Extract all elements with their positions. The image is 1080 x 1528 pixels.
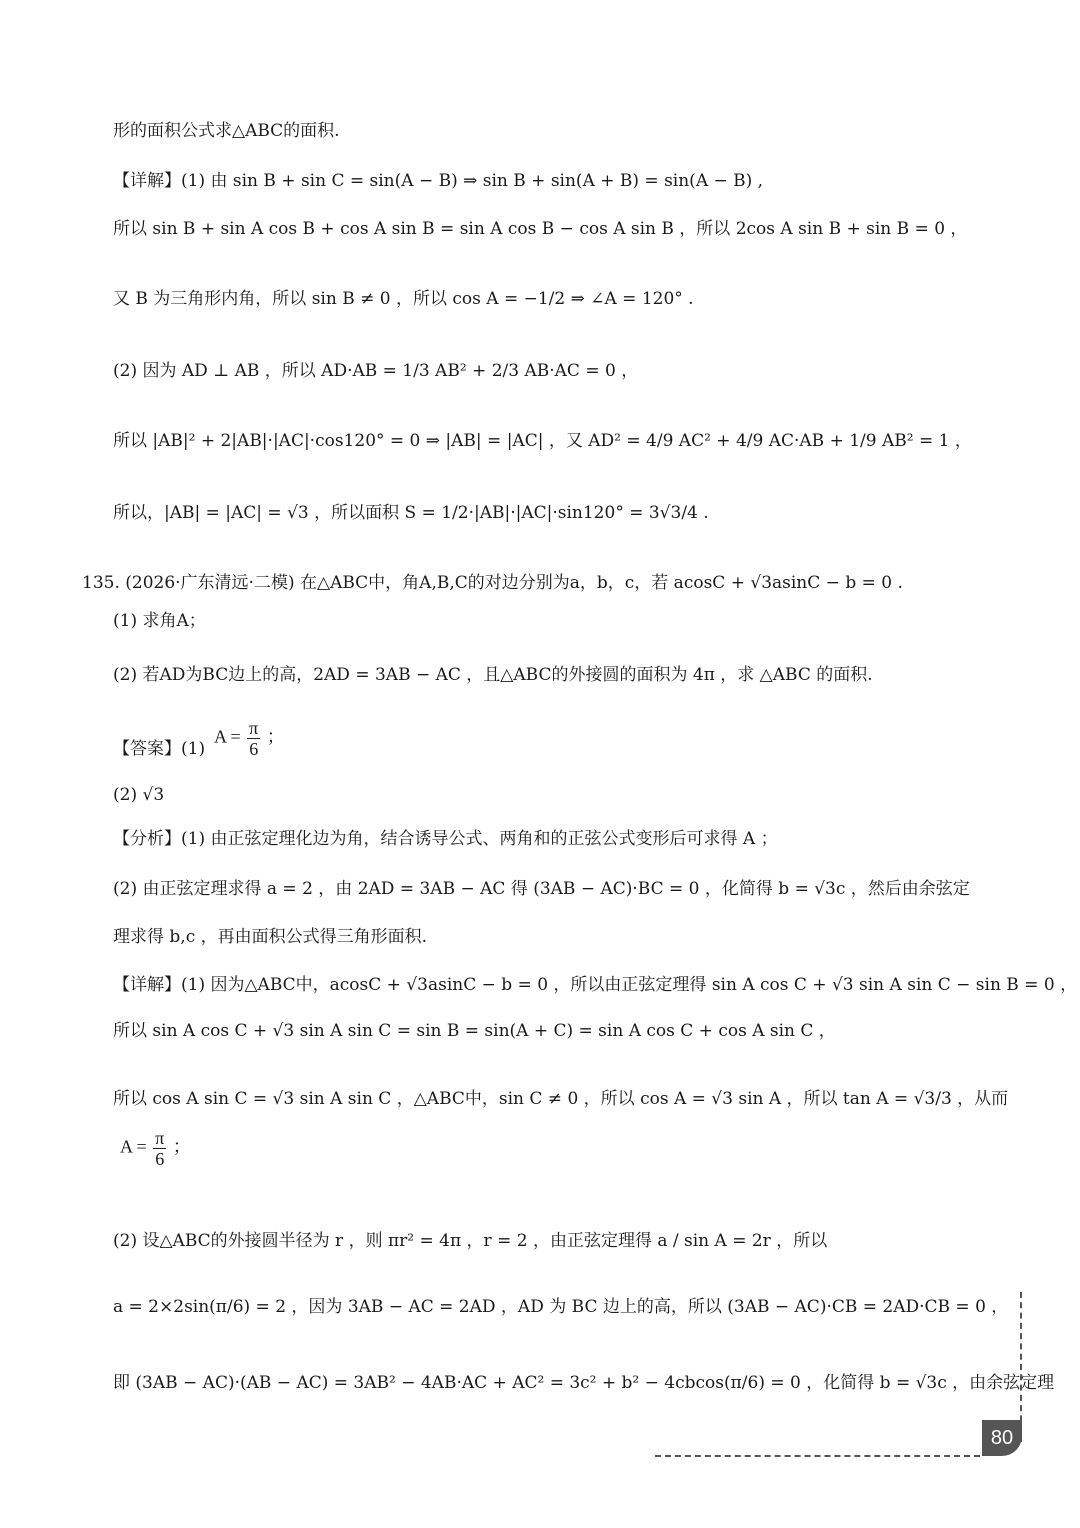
page-border-horizontal	[655, 1455, 980, 1457]
detail-7: 即 (3AB − AC)·(AB − AC) = 3AB² − 4AB·AC + AC² = 3c² + b² − 4cbcos(π/6) = 0 ，化简得 b = √3c ，由余弦定理	[113, 1373, 1055, 1393]
text-line: 所以 |AB|² + 2|AB|·|AC|·cos120° = 0 ⇒ |AB| = |AC| ，又 AD² = 4/9 AC² + 4/9 AC·AB + 1/9 AB² = 1 ，	[113, 431, 972, 451]
text-line: 又 B 为三角形内角，所以 sin B ≠ 0 ，所以 cos A = −1/2 ⇒ ∠A = 120° .	[113, 289, 694, 309]
detail-4: A = $\frac{\pi}{6}$ ；	[120, 1128, 191, 1169]
text-line: 所以，|AB| = |AC| = √3 ，所以面积 S = 1/2·|AB|·|AC|·sin120° = 3√3/4 .	[113, 503, 709, 523]
answer-1: A = $\frac{\pi}{6}$ ；	[214, 718, 285, 759]
detail-1: 【详解】(1) 因为△ABC中，acosC + √3asinC − b = 0 ，所以由正弦定理得 sin A cos C + √3 sin A sin C − sin B = 0 ，	[113, 975, 1078, 995]
answer-label: 【答案】(1)	[113, 739, 206, 759]
analysis-1: 【分析】(1) 由正弦定理化边为角，结合诱导公式、两角和的正弦公式变形后可求得 A ；	[113, 829, 778, 849]
page-number: 80	[982, 1420, 1022, 1456]
analysis-3: 理求得 b,c ，再由面积公式得三角形面积.	[113, 927, 428, 947]
detail-6: a = 2×2sin(π/6) = 2 ，因为 3AB − AC = 2AD ，AD 为 BC 边上的高，所以 (3AB − AC)·CB = 2AD·CB = 0 ，	[113, 1297, 1009, 1317]
question-135: 135. (2026·广东清远·二模) 在△ABC中，角A,B,C的对边分别为a，b，c，若 acosC + √3asinC − b = 0 .	[82, 573, 903, 593]
text-line: 形的面积公式求△ABC的面积.	[113, 121, 340, 141]
answer-2: (2) √3	[113, 785, 165, 805]
text-line: 所以 sin B + sin A cos B + cos A sin B = sin A cos B − cos A sin B ，所以 2cos A sin B + sin B = 0 ，	[113, 219, 968, 239]
detail-2: 所以 sin A cos C + √3 sin A sin C = sin B = sin(A + C) = sin A cos C + cos A sin C ，	[113, 1021, 836, 1041]
analysis-2: (2) 由正弦定理求得 a = 2 ，由 2AD = 3AB − AC 得 (3AB − AC)·BC = 0 ，化简得 b = √3c ，然后由余弦定	[113, 879, 970, 899]
question-part-2: (2) 若AD为BC边上的高，2AD = 3AB − AC ，且△ABC的外接圆的面积为 4π ，求 △ABC 的面积.	[113, 665, 873, 685]
detail-3: 所以 cos A sin C = √3 sin A sin C ，△ABC中，sin C ≠ 0 ，所以 cos A = √3 sin A ，所以 tan A = √3/3 ，从而	[113, 1089, 1009, 1109]
question-part-1: (1) 求角A；	[113, 611, 206, 631]
text-line: 【详解】(1) 由 sin B + sin C = sin(A − B) ⇒ sin B + sin(A + B) = sin(A − B) ,	[113, 171, 764, 191]
text-line: (2) 因为 AD ⊥ AB ，所以 AD·AB = 1/3 AB² + 2/3 AB·AC = 0 ，	[113, 361, 639, 381]
detail-5: (2) 设△ABC的外接圆半径为 r ，则 πr² = 4π ，r = 2 ，由正弦定理得 a / sin A = 2r ，所以	[113, 1231, 828, 1251]
